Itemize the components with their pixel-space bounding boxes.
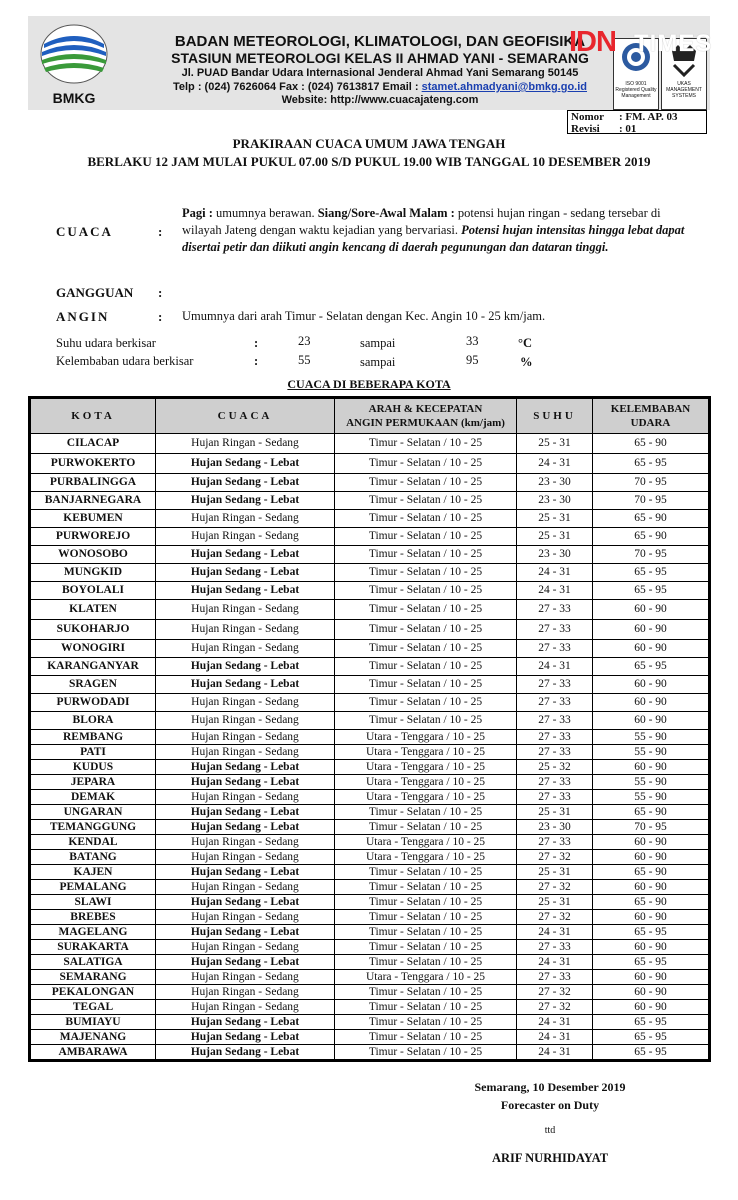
humidity: 60 - 90 bbox=[593, 676, 709, 694]
angin-colon: : bbox=[158, 309, 163, 324]
weather: Hujan Sedang - Lebat bbox=[156, 676, 335, 694]
weather: Hujan Ringan - Sedang bbox=[156, 712, 335, 730]
table-row bbox=[31, 805, 709, 820]
wind: Timur - Selatan / 10 - 25 bbox=[335, 694, 517, 712]
temperature: 25 - 31 bbox=[517, 805, 593, 820]
table-row bbox=[31, 970, 709, 985]
weather: Hujan Sedang - Lebat bbox=[156, 895, 335, 910]
temperature: 27 - 33 bbox=[517, 712, 593, 730]
nomor-value: : FM. AP. 03 bbox=[619, 111, 678, 123]
cuaca-label: CUACA bbox=[56, 224, 113, 239]
city-name: WONOSOBO bbox=[31, 546, 156, 564]
wind: Timur - Selatan / 10 - 25 bbox=[335, 658, 517, 676]
wind: Timur - Selatan / 10 - 25 bbox=[335, 955, 517, 970]
humidity: 65 - 95 bbox=[593, 925, 709, 940]
pagi-label: Pagi : bbox=[182, 206, 213, 220]
weather: Hujan Sedang - Lebat bbox=[156, 492, 335, 510]
humidity: 70 - 95 bbox=[593, 546, 709, 564]
table-row bbox=[31, 640, 709, 658]
table-row bbox=[31, 620, 709, 640]
humidity: 65 - 90 bbox=[593, 510, 709, 528]
wind: Timur - Selatan / 10 - 25 bbox=[335, 1030, 517, 1045]
city-name: PURWODADI bbox=[31, 694, 156, 712]
city-name: SUKOHARJO bbox=[31, 620, 156, 640]
siang-label: Siang/Sore-Awal Malam : bbox=[317, 206, 455, 220]
gangguan-label: GANGGUAN bbox=[56, 285, 134, 300]
wind: Timur - Selatan / 10 - 25 bbox=[335, 985, 517, 1000]
table-row bbox=[31, 775, 709, 790]
temperature: 27 - 32 bbox=[517, 850, 593, 865]
kelembaban-min: 55 bbox=[298, 353, 311, 367]
table-row bbox=[31, 454, 709, 474]
humidity: 60 - 90 bbox=[593, 985, 709, 1000]
header-angin-line1: ARAH & KECEPATAN bbox=[368, 403, 483, 415]
wind: Timur - Selatan / 10 - 25 bbox=[335, 880, 517, 895]
table-row bbox=[31, 925, 709, 940]
header-kelembaban-line2: UDARA bbox=[630, 417, 671, 429]
city-name: TEMANGGUNG bbox=[31, 820, 156, 835]
table-row bbox=[31, 880, 709, 895]
table-row bbox=[31, 694, 709, 712]
wind: Timur - Selatan / 10 - 25 bbox=[335, 925, 517, 940]
humidity: 60 - 90 bbox=[593, 835, 709, 850]
table-row bbox=[31, 1030, 709, 1045]
weather: Hujan Sedang - Lebat bbox=[156, 1030, 335, 1045]
place-date: Semarang, 10 Desember 2019 bbox=[474, 1080, 626, 1094]
temperature: 25 - 31 bbox=[517, 528, 593, 546]
header-cuaca: CUACA bbox=[156, 399, 335, 434]
wind: Timur - Selatan / 10 - 25 bbox=[335, 712, 517, 730]
temperature: 27 - 33 bbox=[517, 694, 593, 712]
city-name: WONOGIRI bbox=[31, 640, 156, 658]
signature: ttd bbox=[544, 1125, 556, 1136]
wind: Timur - Selatan / 10 - 25 bbox=[335, 600, 517, 620]
table-row bbox=[31, 955, 709, 970]
kelembaban-max: 95 bbox=[466, 353, 479, 367]
ukas-cert-text: UKAS MANAGEMENT SYSTEMS bbox=[666, 81, 702, 99]
humidity: 60 - 90 bbox=[593, 910, 709, 925]
city-name: TEGAL bbox=[31, 1000, 156, 1015]
angin-label: ANGIN bbox=[56, 309, 110, 324]
table-row bbox=[31, 835, 709, 850]
city-name: MAGELANG bbox=[31, 925, 156, 940]
city-name: UNGARAN bbox=[31, 805, 156, 820]
weather: Hujan Sedang - Lebat bbox=[156, 1045, 335, 1060]
weather: Hujan Ringan - Sedang bbox=[156, 985, 335, 1000]
wind: Utara - Tenggara / 10 - 25 bbox=[335, 745, 517, 760]
weather: Hujan Ringan - Sedang bbox=[156, 910, 335, 925]
temperature: 23 - 30 bbox=[517, 546, 593, 564]
temperature: 23 - 30 bbox=[517, 820, 593, 835]
humidity: 60 - 90 bbox=[593, 640, 709, 658]
temperature: 25 - 31 bbox=[517, 434, 593, 454]
gangguan-colon: : bbox=[158, 285, 163, 300]
temperature: 23 - 30 bbox=[517, 492, 593, 510]
temperature: 24 - 31 bbox=[517, 454, 593, 474]
city-name: KLATEN bbox=[31, 600, 156, 620]
weather: Hujan Sedang - Lebat bbox=[156, 454, 335, 474]
city-name: KARANGANYAR bbox=[31, 658, 156, 676]
city-name: REMBANG bbox=[31, 730, 156, 745]
city-name: PEKALONGAN bbox=[31, 985, 156, 1000]
humidity: 55 - 90 bbox=[593, 745, 709, 760]
humidity: 60 - 90 bbox=[593, 760, 709, 775]
temperature: 27 - 33 bbox=[517, 676, 593, 694]
table-row bbox=[31, 658, 709, 676]
website[interactable]: Website: http://www.cuacajateng.com bbox=[281, 94, 479, 106]
humidity: 55 - 90 bbox=[593, 775, 709, 790]
wind: Timur - Selatan / 10 - 25 bbox=[335, 940, 517, 955]
city-forecast-table bbox=[28, 396, 711, 1062]
table-row bbox=[31, 474, 709, 492]
humidity: 70 - 95 bbox=[593, 820, 709, 835]
forecaster-role: Forecaster on Duty bbox=[500, 1098, 600, 1112]
weather: Hujan Ringan - Sedang bbox=[156, 835, 335, 850]
table-row bbox=[31, 564, 709, 582]
table-row bbox=[31, 434, 709, 454]
kelembaban-unit: % bbox=[520, 355, 533, 369]
temperature: 27 - 33 bbox=[517, 745, 593, 760]
table-body bbox=[31, 434, 709, 1060]
city-name: SALATIGA bbox=[31, 955, 156, 970]
humidity: 65 - 95 bbox=[593, 582, 709, 600]
temperature: 25 - 31 bbox=[517, 895, 593, 910]
table-row bbox=[31, 712, 709, 730]
weather: Hujan Ringan - Sedang bbox=[156, 620, 335, 640]
letterhead-text bbox=[120, 34, 640, 107]
header-kelembaban-line1: KELEMBABAN bbox=[610, 403, 691, 415]
header-kelembaban bbox=[593, 399, 709, 434]
header-kota: KOTA bbox=[31, 399, 156, 434]
humidity: 55 - 90 bbox=[593, 730, 709, 745]
humidity: 65 - 90 bbox=[593, 805, 709, 820]
wind: Timur - Selatan / 10 - 25 bbox=[335, 564, 517, 582]
weather: Hujan Sedang - Lebat bbox=[156, 1015, 335, 1030]
weather: Hujan Sedang - Lebat bbox=[156, 805, 335, 820]
temperature: 27 - 33 bbox=[517, 790, 593, 805]
table-row bbox=[31, 820, 709, 835]
humidity: 55 - 90 bbox=[593, 790, 709, 805]
humidity: 60 - 90 bbox=[593, 1000, 709, 1015]
city-name: SURAKARTA bbox=[31, 940, 156, 955]
forecast-title: PRAKIRAAN CUACA UMUM JAWA TENGAH bbox=[232, 136, 506, 151]
table-row bbox=[31, 1045, 709, 1060]
wind: Utara - Tenggara / 10 - 25 bbox=[335, 970, 517, 985]
weather: Hujan Ringan - Sedang bbox=[156, 745, 335, 760]
table-row bbox=[31, 730, 709, 745]
iso-cert-text: ISO 9001 Registered Quality Management bbox=[615, 81, 657, 99]
weather: Hujan Ringan - Sedang bbox=[156, 600, 335, 620]
table-row bbox=[31, 985, 709, 1000]
city-name: PEMALANG bbox=[31, 880, 156, 895]
logo-text: BMKG bbox=[52, 90, 96, 106]
humidity: 60 - 90 bbox=[593, 694, 709, 712]
suhu-unit: °C bbox=[518, 336, 533, 350]
document-number-box bbox=[567, 110, 707, 134]
wind: Timur - Selatan / 10 - 25 bbox=[335, 865, 517, 880]
revisi-value: : 01 bbox=[619, 123, 637, 135]
weather: Hujan Sedang - Lebat bbox=[156, 564, 335, 582]
city-name: KENDAL bbox=[31, 835, 156, 850]
humidity: 60 - 90 bbox=[593, 620, 709, 640]
bmkg-emblem-icon bbox=[38, 22, 110, 92]
address: Jl. PUAD Bandar Udara Internasional Jenderal Ahmad Yani Semarang 50145 bbox=[181, 67, 579, 79]
weather: Hujan Ringan - Sedang bbox=[156, 730, 335, 745]
weather: Hujan Sedang - Lebat bbox=[156, 546, 335, 564]
table-row bbox=[31, 910, 709, 925]
temperature: 24 - 31 bbox=[517, 582, 593, 600]
city-name: PURWOKERTO bbox=[31, 454, 156, 474]
table-row bbox=[31, 600, 709, 620]
temperature: 27 - 33 bbox=[517, 835, 593, 850]
table-row bbox=[31, 745, 709, 760]
table-row bbox=[31, 492, 709, 510]
suhu-label: Suhu udara berkisar bbox=[56, 336, 156, 350]
humidity: 65 - 95 bbox=[593, 1045, 709, 1060]
table-row bbox=[31, 865, 709, 880]
wind: Timur - Selatan / 10 - 25 bbox=[335, 492, 517, 510]
temperature: 24 - 31 bbox=[517, 955, 593, 970]
city-name: PURBALINGGA bbox=[31, 474, 156, 492]
humidity: 70 - 95 bbox=[593, 492, 709, 510]
weather: Hujan Sedang - Lebat bbox=[156, 582, 335, 600]
table-row bbox=[31, 546, 709, 564]
humidity: 70 - 95 bbox=[593, 474, 709, 492]
humidity: 60 - 90 bbox=[593, 600, 709, 620]
temperature: 25 - 32 bbox=[517, 760, 593, 775]
wind: Utara - Tenggara / 10 - 25 bbox=[335, 835, 517, 850]
table-row bbox=[31, 760, 709, 775]
temperature: 27 - 32 bbox=[517, 1000, 593, 1015]
city-name: BATANG bbox=[31, 850, 156, 865]
wind: Timur - Selatan / 10 - 25 bbox=[335, 640, 517, 658]
humidity: 60 - 90 bbox=[593, 712, 709, 730]
table-row bbox=[31, 1015, 709, 1030]
city-name: BANJARNEGARA bbox=[31, 492, 156, 510]
humidity: 65 - 95 bbox=[593, 1015, 709, 1030]
wind: Timur - Selatan / 10 - 25 bbox=[335, 454, 517, 474]
temperature: 24 - 31 bbox=[517, 1030, 593, 1045]
header-suhu: SUHU bbox=[517, 399, 593, 434]
wind: Timur - Selatan / 10 - 25 bbox=[335, 620, 517, 640]
city-name: AMBARAWA bbox=[31, 1045, 156, 1060]
weather: Hujan Sedang - Lebat bbox=[156, 658, 335, 676]
temperature: 24 - 31 bbox=[517, 1045, 593, 1060]
header-angin bbox=[335, 399, 517, 434]
table-row bbox=[31, 850, 709, 865]
table-row bbox=[31, 895, 709, 910]
wind: Timur - Selatan / 10 - 25 bbox=[335, 820, 517, 835]
humidity: 65 - 90 bbox=[593, 528, 709, 546]
forecaster-name: ARIF NURHIDAYAT bbox=[491, 1151, 609, 1165]
watermark-idn: IDN bbox=[569, 26, 616, 58]
humidity: 65 - 95 bbox=[593, 955, 709, 970]
city-name: KUDUS bbox=[31, 760, 156, 775]
wind: Timur - Selatan / 10 - 25 bbox=[335, 474, 517, 492]
letterhead bbox=[28, 16, 713, 110]
city-name: KAJEN bbox=[31, 865, 156, 880]
humidity: 65 - 90 bbox=[593, 895, 709, 910]
weather: Hujan Ringan - Sedang bbox=[156, 694, 335, 712]
wind: Timur - Selatan / 10 - 25 bbox=[335, 805, 517, 820]
weather: Hujan Ringan - Sedang bbox=[156, 510, 335, 528]
table-row bbox=[31, 582, 709, 600]
city-name: SLAWI bbox=[31, 895, 156, 910]
temperature: 27 - 33 bbox=[517, 600, 593, 620]
city-name: BUMIAYU bbox=[31, 1015, 156, 1030]
bmkg-logo bbox=[38, 22, 110, 106]
temperature: 27 - 33 bbox=[517, 970, 593, 985]
temperature: 27 - 33 bbox=[517, 730, 593, 745]
potensi-bold: Potensi hujan intensitas hingga lebat bbox=[461, 223, 653, 237]
temperature: 27 - 33 bbox=[517, 775, 593, 790]
wind: Timur - Selatan / 10 - 25 bbox=[335, 1045, 517, 1060]
wind: Utara - Tenggara / 10 - 25 bbox=[335, 775, 517, 790]
temperature: 24 - 31 bbox=[517, 1015, 593, 1030]
city-name: PURWOREJO bbox=[31, 528, 156, 546]
humidity: 65 - 95 bbox=[593, 454, 709, 474]
weather: Hujan Ringan - Sedang bbox=[156, 880, 335, 895]
weather: Hujan Ringan - Sedang bbox=[156, 970, 335, 985]
weather: Hujan Ringan - Sedang bbox=[156, 1000, 335, 1015]
weather: Hujan Ringan - Sedang bbox=[156, 528, 335, 546]
weather: Hujan Ringan - Sedang bbox=[156, 434, 335, 454]
wind: Timur - Selatan / 10 - 25 bbox=[335, 510, 517, 528]
wind: Timur - Selatan / 10 - 25 bbox=[335, 546, 517, 564]
temperature: 27 - 33 bbox=[517, 940, 593, 955]
wind: Utara - Tenggara / 10 - 25 bbox=[335, 730, 517, 745]
wind: Utara - Tenggara / 10 - 25 bbox=[335, 850, 517, 865]
weather: Hujan Sedang - Lebat bbox=[156, 955, 335, 970]
temperature: 27 - 33 bbox=[517, 620, 593, 640]
cuaca-description bbox=[182, 205, 702, 256]
wind: Utara - Tenggara / 10 - 25 bbox=[335, 790, 517, 805]
city-name: BREBES bbox=[31, 910, 156, 925]
kelembaban-colon: : bbox=[254, 354, 259, 368]
wind: Timur - Selatan / 10 - 25 bbox=[335, 910, 517, 925]
wind: Timur - Selatan / 10 - 25 bbox=[335, 1015, 517, 1030]
wind: Timur - Selatan / 10 - 25 bbox=[335, 582, 517, 600]
table-row bbox=[31, 510, 709, 528]
temperature: 24 - 31 bbox=[517, 564, 593, 582]
temperature: 24 - 31 bbox=[517, 925, 593, 940]
pagi-text: umumnya berawan. bbox=[212, 206, 318, 220]
weather: Hujan Sedang - Lebat bbox=[156, 820, 335, 835]
city-name: DEMAK bbox=[31, 790, 156, 805]
wind: Timur - Selatan / 10 - 25 bbox=[335, 895, 517, 910]
humidity: 65 - 95 bbox=[593, 564, 709, 582]
table-title: CUACA DI BEBERAPA KOTA bbox=[287, 377, 451, 391]
city-name: JEPARA bbox=[31, 775, 156, 790]
weather: Hujan Ringan - Sedang bbox=[156, 790, 335, 805]
wind: Timur - Selatan / 10 - 25 bbox=[335, 528, 517, 546]
table-row bbox=[31, 1000, 709, 1015]
city-name: SRAGEN bbox=[31, 676, 156, 694]
humidity: 60 - 90 bbox=[593, 880, 709, 895]
city-name: BLORA bbox=[31, 712, 156, 730]
weather: Hujan Sedang - Lebat bbox=[156, 865, 335, 880]
city-name: PATI bbox=[31, 745, 156, 760]
city-name: MUNGKID bbox=[31, 564, 156, 582]
humidity: 60 - 90 bbox=[593, 970, 709, 985]
cuaca-colon: : bbox=[158, 224, 163, 239]
city-name: SEMARANG bbox=[31, 970, 156, 985]
suhu-colon: : bbox=[254, 336, 259, 350]
contact-line bbox=[120, 80, 640, 94]
kelembaban-to: sampai bbox=[360, 355, 396, 369]
wind: Utara - Tenggara / 10 - 25 bbox=[335, 760, 517, 775]
header-angin-line2: ANGIN PERMUKAAN (km/jam) bbox=[346, 417, 505, 429]
humidity: 60 - 90 bbox=[593, 850, 709, 865]
humidity: 65 - 95 bbox=[593, 1030, 709, 1045]
weather: Hujan Ringan - Sedang bbox=[156, 940, 335, 955]
humidity: 60 - 90 bbox=[593, 940, 709, 955]
weather: Hujan Sedang - Lebat bbox=[156, 775, 335, 790]
phone-fax: Telp : (024) 7626064 Fax : (024) 7613817 Email : bbox=[172, 81, 422, 93]
city-name: KEBUMEN bbox=[31, 510, 156, 528]
temperature: 27 - 32 bbox=[517, 880, 593, 895]
email-link[interactable]: stamet.ahmadyani@bmkg.go.id bbox=[421, 81, 588, 93]
revisi-label: Revisi bbox=[571, 123, 600, 135]
potensi-italic: dapat disertai petir dan diikuti angin kencang di daerah pegunungan dan dataran tinggi. bbox=[182, 223, 685, 254]
wind: Timur - Selatan / 10 - 25 bbox=[335, 676, 517, 694]
weather: Hujan Ringan - Sedang bbox=[156, 640, 335, 658]
humidity: 65 - 90 bbox=[593, 865, 709, 880]
nomor-label: Nomor bbox=[571, 111, 604, 123]
city-name: CILACAP bbox=[31, 434, 156, 454]
table-row bbox=[31, 940, 709, 955]
angin-text: Umumnya dari arah Timur - Selatan dengan Kec. Angin 10 - 25 km/jam. bbox=[182, 309, 546, 323]
wind: Timur - Selatan / 10 - 25 bbox=[335, 1000, 517, 1015]
table-row bbox=[31, 676, 709, 694]
temperature: 25 - 31 bbox=[517, 510, 593, 528]
weather: Hujan Ringan - Sedang bbox=[156, 850, 335, 865]
temperature: 27 - 32 bbox=[517, 985, 593, 1000]
humidity: 65 - 95 bbox=[593, 658, 709, 676]
temperature: 23 - 30 bbox=[517, 474, 593, 492]
city-name: MAJENANG bbox=[31, 1030, 156, 1045]
temperature: 24 - 31 bbox=[517, 658, 593, 676]
agency-name: BADAN METEOROLOGI, KLIMATOLOGI, DAN GEOFISIKA bbox=[174, 33, 586, 50]
forecast-validity: BERLAKU 12 JAM MULAI PUKUL 07.00 S/D PUKUL 19.00 WIB TANGGAL 10 DESEMBER 2019 bbox=[87, 154, 651, 169]
watermark-times: TIMES bbox=[634, 30, 713, 57]
temperature: 27 - 33 bbox=[517, 640, 593, 658]
suhu-max: 33 bbox=[466, 334, 479, 348]
table-row bbox=[31, 528, 709, 546]
siang-text: potensi hujan ringan - sedang tersebar di wilayah Jateng dengan waktu kejadian yang bervariasi. bbox=[182, 206, 661, 237]
station-name: STASIUN METEOROLOGI KELAS II AHMAD YANI - SEMARANG bbox=[171, 50, 589, 66]
weather: Hujan Sedang - Lebat bbox=[156, 474, 335, 492]
suhu-to: sampai bbox=[360, 336, 396, 350]
humidity: 65 - 90 bbox=[593, 434, 709, 454]
wind: Timur - Selatan / 10 - 25 bbox=[335, 434, 517, 454]
weather: Hujan Sedang - Lebat bbox=[156, 925, 335, 940]
table-row bbox=[31, 790, 709, 805]
temperature: 27 - 32 bbox=[517, 910, 593, 925]
city-name: BOYOLALI bbox=[31, 582, 156, 600]
kelembaban-label: Kelembaban udara berkisar bbox=[56, 354, 194, 368]
table-header-row bbox=[31, 399, 709, 434]
weather: Hujan Sedang - Lebat bbox=[156, 760, 335, 775]
temperature: 25 - 31 bbox=[517, 865, 593, 880]
suhu-min: 23 bbox=[298, 334, 311, 348]
